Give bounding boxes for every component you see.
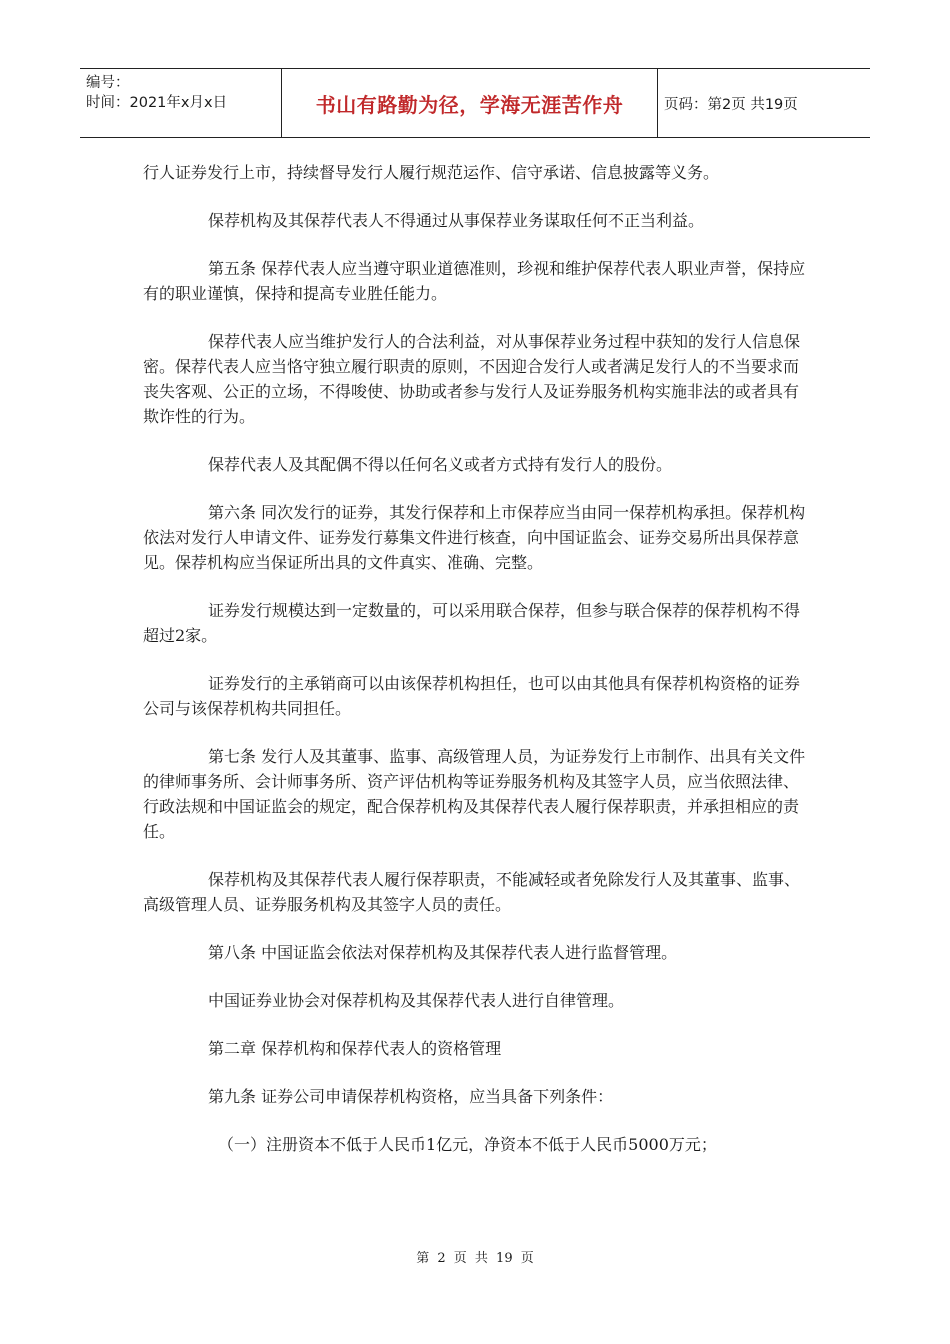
paragraph: 保荐代表人及其配偶不得以任何名义或者方式持有发行人的股份。 — [208, 455, 673, 474]
article-paragraph: 第六条 同次发行的证券，其发行保荐和上市保荐应当由同一保荐机构承担。保荐机构依法对发行人申请文件、证券发行募集文件进行核查，向中国证监会、证券交易所出具保荐意见。保荐机构应当保证所出具的文件真实、准确、完整。 — [143, 503, 806, 572]
paragraph: 证券发行规模达到一定数量的，可以采用联合保荐，但参与联合保荐的保荐机构不得超过2家。 — [143, 601, 801, 645]
document-body — [143, 160, 808, 1180]
page-footer: 第 2 页 共 19 页 — [416, 1251, 534, 1266]
article-paragraph: 第九条 证券公司申请保荐机构资格，应当具备下列条件： — [208, 1087, 614, 1106]
paragraph: 保荐机构及其保荐代表人不得通过从事保荐业务谋取任何不正当利益。 — [208, 211, 705, 230]
document-date: 时间：2021年x月x日 — [86, 95, 228, 111]
header-meta — [80, 69, 282, 137]
paragraph: 行人证券发行上市，持续督导发行人履行规范运作、信守承诺、信息披露等义务。 — [143, 163, 720, 182]
article-paragraph: 第八条 中国证监会依法对保荐机构及其保荐代表人进行监督管理。 — [208, 943, 678, 962]
chapter-heading: 第二章 保荐机构和保荐代表人的资格管理 — [208, 1039, 502, 1058]
header-page-info: 页码：第2页 共19页 — [664, 96, 798, 113]
page-header — [80, 68, 870, 138]
paragraph: 证券发行的主承销商可以由该保荐机构担任，也可以由其他具有保荐机构资格的证券公司与该保荐机构共同担任。 — [143, 674, 801, 718]
paragraph: 中国证券业协会对保荐机构及其保荐代表人进行自律管理。 — [208, 991, 625, 1010]
list-item: （一）注册资本不低于人民币1亿元，净资本不低于人民币5000万元； — [218, 1135, 717, 1154]
header-motto: 书山有路勤为径，学海无涯苦作舟 — [282, 69, 658, 137]
document-number-label: 编号： — [86, 75, 130, 91]
paragraph: 保荐机构及其保荐代表人履行保荐职责，不能减轻或者免除发行人及其董事、监事、高级管理人员、证券服务机构及其签字人员的责任。 — [143, 870, 801, 914]
paragraph: 保荐代表人应当维护发行人的合法利益，对从事保荐业务过程中获知的发行人信息保密。保荐代表人应当恪守独立履行职责的原则，不因迎合发行人或者满足发行人的不当要求而丧失客观、公正的立场，不得唆使、协助或者参与发行人及证券服务机构实施非法的或者具有欺诈性的行为。 — [143, 332, 801, 426]
article-paragraph: 第七条 发行人及其董事、监事、高级管理人员，为证券发行上市制作、出具有关文件的律师事务所、会计师事务所、资产评估机构等证券服务机构及其签字人员，应当依照法律、行政法规和中国证监会的规定，配合保荐机构及其保荐代表人履行保荐职责，并承担相应的责任。 — [143, 747, 806, 841]
article-paragraph: 第五条 保荐代表人应当遵守职业道德准则，珍视和维护保荐代表人职业声誉，保持应有的职业谨慎，保持和提高专业胜任能力。 — [143, 259, 806, 303]
